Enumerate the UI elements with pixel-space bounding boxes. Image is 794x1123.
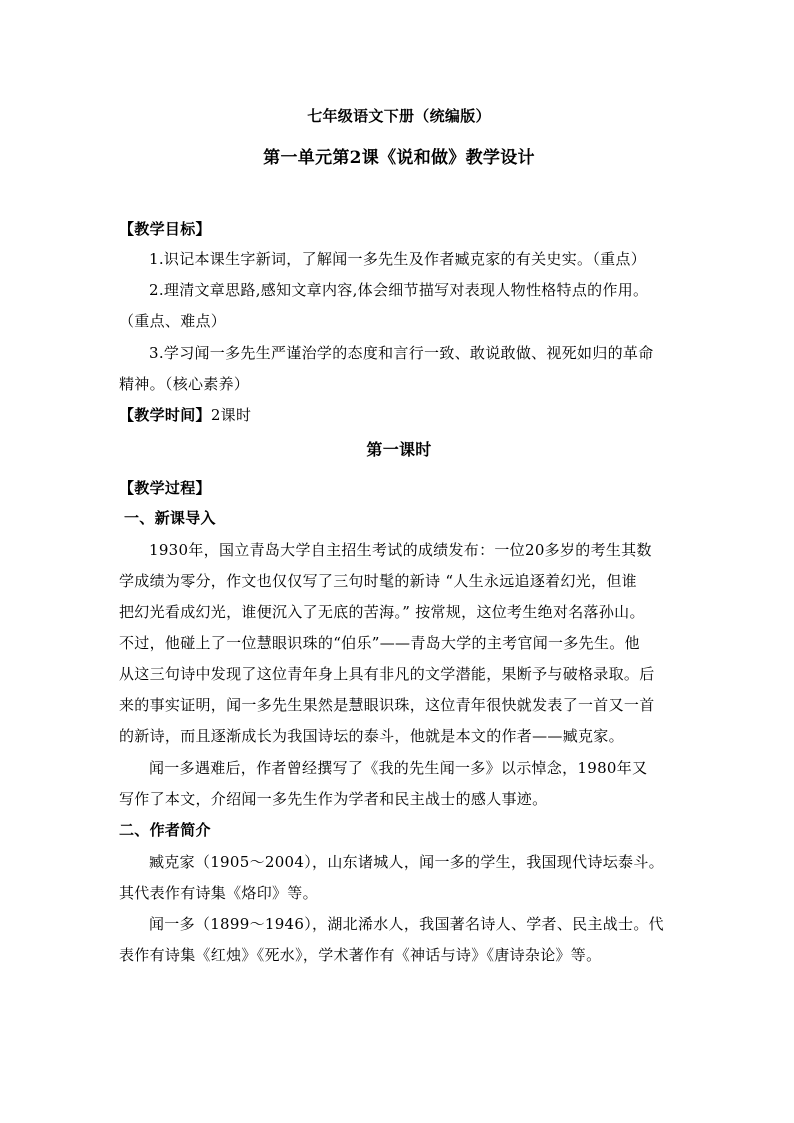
objective-item-2-cont: （重点、难点）	[119, 312, 227, 330]
author-paragraph-2-line-2: 表作有诗集《红烛》《死水》，学术著作有《神话与诗》《唐诗杂论》等。	[119, 946, 602, 964]
intro-paragraph-1-line-1: 1930年，国立青岛大学自主招生考试的成绩发布：一位20多岁的考生其数	[149, 541, 652, 559]
teaching-time-value: 2课时	[210, 406, 252, 424]
teaching-time	[119, 405, 679, 425]
intro-paragraph-2-line-2: 写作了本文，介绍闻一多先生作为学者和民主战士的感人事迹。	[119, 790, 548, 808]
intro-paragraph-1-line-2: 学成绩为零分，作文也仅仅写了三句时髦的新诗 “人生永远追逐着幻光，但谁	[119, 572, 637, 590]
objective-item-2: 2.理清文章思路,感知文章内容,体会细节描写对表现人物性格特点的作用。	[149, 281, 649, 299]
objective-item-3: 3.学习闻一多先生严谨治学的态度和言行一致、敢说敢做、视死如归的革命	[149, 344, 654, 362]
intro-paragraph-1-line-7: 的新诗，而且逐渐成长为我国诗坛的泰斗，他就是本文的作者——臧克家。	[119, 727, 624, 745]
intro-paragraph-1-line-6: 来的事实证明，闻一多先生果然是慧眼识珠，这位青年很快就发表了一首又一首	[119, 696, 655, 714]
objective-item-3-cont: 精神。（核心素养）	[119, 375, 250, 393]
teaching-time-heading: 【教学时间】	[119, 406, 211, 424]
document-title: 第一单元第2课《说和做》教学设计	[263, 148, 535, 168]
document-subtitle: 七年级语文下册（统编版）	[307, 107, 491, 125]
intro-paragraph-1-line-5: 从这三句诗中发现了这位青年身上具有非凡的文学潜能，果断予与破格录取。后	[119, 665, 655, 683]
intro-paragraph-1-line-4: 不过，他碰上了一位慧眼识珠的“伯乐”——青岛大学的主考官闻一多先生。他	[119, 634, 640, 652]
objectives-heading: 【教学目标】	[119, 220, 211, 238]
intro-paragraph-1-line-3: 把幻光看成幻光，谁便沉入了无底的苦海。” 按常规，这位考生绝对名落孙山。	[119, 603, 645, 621]
author-paragraph-2-line-1: 闻一多（1899～1946），湖北浠水人，我国著名诗人、学者、民主战士。代	[149, 915, 664, 933]
lesson-title: 第一课时	[366, 440, 432, 459]
objective-item-1: 1.识记本课生字新词，了解闻一多先生及作者臧克家的有关史实。（重点）	[149, 250, 647, 268]
intro-heading: 一、新课导入	[124, 509, 216, 527]
author-heading: 二、作者简介	[119, 821, 211, 839]
author-paragraph-1-line-1: 臧克家（1905～2004），山东诸城人，闻一多的学生，我国现代诗坛泰斗。	[149, 853, 664, 871]
author-paragraph-1-line-2: 其代表作有诗集《烙印》等。	[119, 884, 318, 902]
intro-paragraph-2-line-1: 闻一多遇难后，作者曾经撰写了《我的先生闻一多》以示悼念，1980年又	[149, 759, 648, 777]
process-heading: 【教学过程】	[119, 479, 211, 497]
